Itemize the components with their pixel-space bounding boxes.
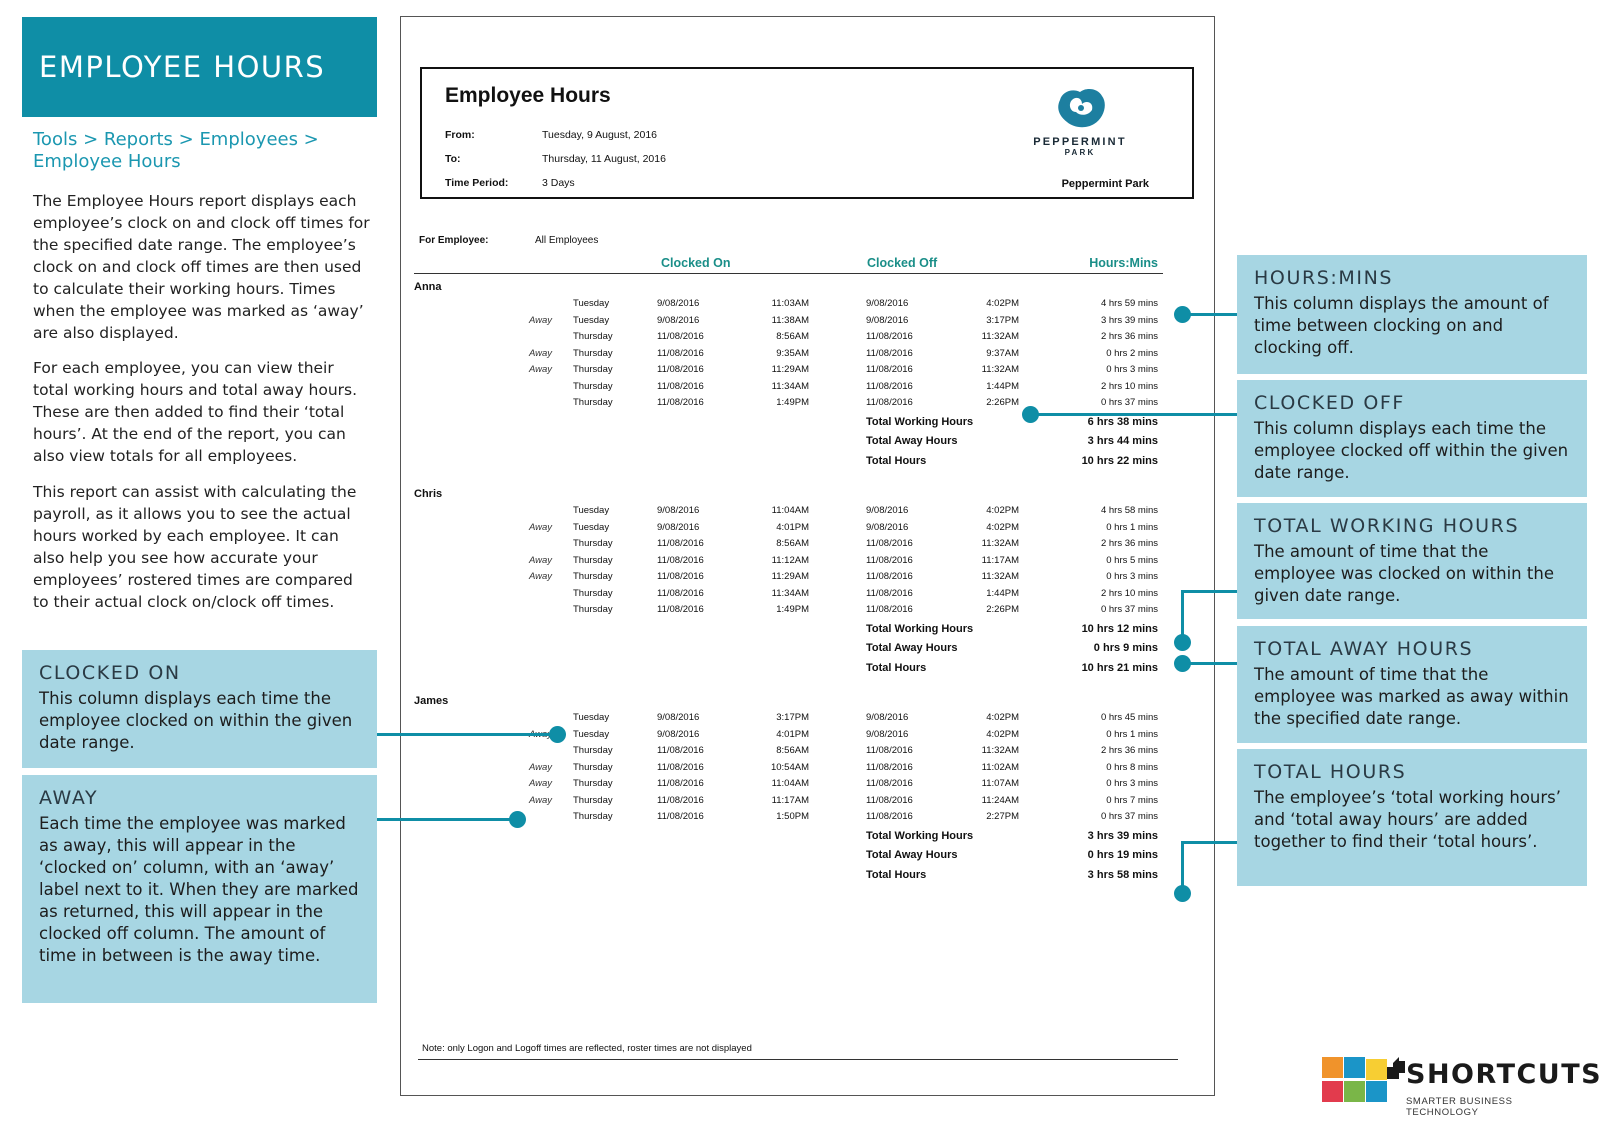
connector-dot-total-hours [1174,885,1191,902]
clocked-off-time: 9:37AM [986,347,1019,359]
peppermint-logo-icon [1050,86,1110,130]
hours-mins-cell: 0 hrs 7 mins [1106,794,1158,806]
report-footnote: Note: only Logon and Logoff times are reflected, roster times are not displayed [422,1043,752,1054]
employee-name: Anna [414,281,442,293]
day-cell: Thursday [573,794,613,806]
hours-mins-cell: 0 hrs 1 mins [1106,728,1158,740]
day-cell: Thursday [573,397,613,408]
clocked-off-date: 11/08/2016 [866,397,913,408]
total-working-hours-label: Total Working Hours [866,622,974,635]
total-working-hours-label: Total Working Hours [866,415,974,428]
hours-mins-cell: 4 hrs 58 mins [1100,505,1158,516]
brand-square [1366,1081,1387,1102]
clocked-on-date: 9/08/2016 [657,521,700,533]
clocked-off-date: 11/08/2016 [866,761,913,773]
column-header-rule [414,273,1163,274]
day-cell: Thursday [573,380,613,392]
clocked-on-date: 11/08/2016 [657,554,704,566]
clocked-off-time: 2:26PM [986,604,1019,615]
report-header-box [420,67,1194,199]
hours-mins-cell: 0 hrs 3 mins [1106,571,1158,582]
clocked-off-date: 11/08/2016 [866,538,913,549]
column-header-hours-mins: Hours:Mins [1089,256,1158,270]
callout-body: This column displays the amount of time between clocking on and clocking off. [1254,294,1549,357]
away-flag: Away [529,794,553,806]
clocked-off-date: 11/08/2016 [866,571,913,582]
clocked-on-time: 1:49PM [776,604,809,615]
clocked-on-time: 8:56AM [776,538,809,549]
clocked-on-time: 9:35AM [776,347,809,359]
clocked-off-date: 11/08/2016 [866,604,913,615]
hours-mins-cell: 2 hrs 36 mins [1100,331,1158,342]
clocked-off-time: 11:02AM [981,761,1019,773]
callout-total-hours [1237,749,1587,886]
clocked-on-date: 9/08/2016 [657,712,700,723]
clocked-on-time: 11:17AM [771,794,809,806]
clocked-off-date: 11/08/2016 [866,364,913,375]
to-label: To: [445,153,461,165]
clocked-off-time: 11:32AM [981,331,1019,342]
logo-subword: PARK [1064,148,1096,157]
report-title: Employee Hours [445,84,611,107]
day-cell: Tuesday [573,521,610,533]
brand-square [1322,1081,1343,1102]
report-page [400,16,1215,1096]
clocked-off-time: 11:32AM [981,745,1019,756]
total-working-hours-label: Total Working Hours [866,829,974,842]
guide-title-banner [22,17,377,117]
clocked-off-date: 11/08/2016 [866,778,913,789]
total-hours-value: 10 hrs 22 mins [1081,454,1158,467]
brand-square [1344,1057,1365,1078]
callout-body: This column displays each time the employee clocked on within the given date range. [39,689,353,752]
employee-name: James [414,695,449,707]
callout-body: The amount of time that the employee was marked as away within the specified date range. [1254,665,1569,728]
clocked-on-time: 4:01PM [776,728,809,740]
clocked-off-date: 11/08/2016 [866,745,913,756]
hours-mins-cell: 2 hrs 10 mins [1100,380,1158,392]
clocked-off-time: 11:24AM [981,794,1019,806]
hours-mins-cell: 0 hrs 2 mins [1106,347,1158,359]
hours-mins-cell: 0 hrs 8 mins [1106,761,1158,773]
shortcuts-logo [1322,1057,1603,1118]
clocked-on-time: 1:49PM [776,397,809,408]
day-cell: Thursday [573,554,613,566]
away-flag: Away [529,521,553,533]
day-cell: Tuesday [573,712,610,723]
clocked-on-date: 11/08/2016 [657,347,704,359]
clocked-off-time: 4:02PM [986,505,1019,516]
total-hours-label: Total Hours [866,454,927,467]
clocked-off-date: 9/08/2016 [866,314,909,326]
connector-clocked-off [1031,413,1237,416]
away-flag: Away [529,571,553,582]
brand-square [1344,1081,1365,1102]
callout-heading: TOTAL WORKING HOURS [1254,515,1520,537]
clocked-off-date: 9/08/2016 [866,521,909,533]
hours-mins-cell: 0 hrs 45 mins [1100,712,1158,723]
clocked-off-time: 11:32AM [981,571,1019,582]
hours-mins-cell: 0 hrs 37 mins [1100,811,1158,822]
clocked-on-date: 11/08/2016 [657,397,704,408]
clocked-off-time: 4:02PM [986,712,1019,723]
connector-dot-clocked-on [549,726,566,743]
callout-heading: HOURS:MINS [1254,267,1394,289]
day-cell: Tuesday [573,728,610,740]
footer-rule [418,1059,1178,1060]
callout-body: Each time the employee was marked as away, this will appear in the ‘clocked on’ column, with an ‘away’ label next to it. When they are marked as returned, this will appear in the clocked off column. The amount of time in between is the away time. [39,814,359,965]
for-employee-label: For Employee: [419,235,489,246]
clocked-off-time: 2:26PM [986,397,1019,408]
clocked-off-date: 11/08/2016 [866,554,913,566]
connector-dot-total-away [1174,655,1191,672]
day-cell: Thursday [573,538,613,549]
hours-mins-cell: 2 hrs 10 mins [1100,587,1158,599]
clocked-on-date: 9/08/2016 [657,298,700,309]
employee-name: Chris [414,488,443,500]
day-cell: Thursday [573,604,613,615]
clocked-on-date: 9/08/2016 [657,505,700,516]
clocked-off-date: 9/08/2016 [866,505,909,516]
day-cell: Thursday [573,811,613,822]
brand-square [1322,1057,1343,1078]
callout-body: The amount of time that the employee was clocked on within the given date range. [1254,542,1554,605]
clocked-on-time: 11:34AM [771,380,809,392]
callout-body: This column displays each time the employee clocked off within the given date range. [1254,419,1569,482]
total-hours-label: Total Hours [866,868,927,881]
for-employee-value: All Employees [535,235,599,246]
clocked-on-time: 11:12AM [771,554,809,566]
clocked-on-time: 4:01PM [776,521,809,533]
clocked-on-date: 11/08/2016 [657,380,704,392]
shortcuts-wordmark: SHORTCUTS [1406,1059,1603,1090]
clocked-on-time: 1:50PM [776,811,809,822]
callout-heading: CLOCKED OFF [1254,392,1405,414]
clocked-on-date: 11/08/2016 [657,587,704,599]
intro-paragraph-2: For each employee, you can view their total working hours and total away hours. These are then added to find their ‘total hours’. At the end of the report, you can also view totals for all employees. [33,359,358,465]
breadcrumb: Tools > Reports > Employees > Employee Hours [33,129,319,172]
company-name: Peppermint Park [1061,178,1149,190]
connector-clocked-on [377,733,558,736]
connector-away [377,818,517,821]
away-flag: Away [529,314,553,326]
shortcuts-arrow-icon [1385,1057,1405,1081]
clocked-on-date: 11/08/2016 [657,604,704,615]
clocked-on-time: 11:04AM [771,778,809,789]
day-cell: Tuesday [573,505,610,516]
clocked-off-time: 11:07AM [981,778,1019,789]
clocked-off-date: 11/08/2016 [866,587,913,599]
column-header-clocked-on: Clocked On [661,256,731,270]
callout-away [22,775,377,1003]
peppermint-park-logo [1025,86,1135,157]
total-away-hours-value: 0 hrs 19 mins [1087,849,1158,861]
clocked-off-time: 4:02PM [986,298,1019,309]
hours-mins-cell: 0 hrs 37 mins [1100,604,1158,615]
hours-mins-cell: 0 hrs 5 mins [1106,554,1158,566]
clocked-on-time: 8:56AM [776,745,809,756]
away-flag: Away [529,554,553,566]
clocked-off-time: 3:17PM [986,314,1019,326]
clocked-on-date: 11/08/2016 [657,571,704,582]
total-away-hours-label: Total Away Hours [866,642,958,654]
callout-total-working-hours [1237,503,1587,619]
total-away-hours-value: 3 hrs 44 mins [1087,435,1158,447]
clocked-on-time: 11:04AM [771,505,809,516]
clocked-on-time: 8:56AM [776,331,809,342]
total-working-hours-value: 10 hrs 12 mins [1081,622,1158,635]
logo-word: PEPPERMINT [1033,136,1127,148]
clocked-off-time: 4:02PM [986,728,1019,740]
clocked-on-date: 11/08/2016 [657,745,704,756]
connector-total-hours-h [1183,841,1237,844]
clocked-on-date: 11/08/2016 [657,761,704,773]
shortcuts-tagline: SMARTER BUSINESS TECHNOLOGY [1406,1096,1513,1118]
guide-title: EMPLOYEE HOURS [39,50,326,84]
clocked-on-time: 3:17PM [776,712,809,723]
away-flag: Away [529,778,553,789]
clocked-on-date: 11/08/2016 [657,794,704,806]
day-cell: Thursday [573,364,613,375]
clocked-on-date: 11/08/2016 [657,778,704,789]
clocked-on-time: 11:34AM [771,587,809,599]
callout-heading: AWAY [39,787,99,809]
clocked-off-time: 4:02PM [986,521,1019,533]
column-header-clocked-off: Clocked Off [867,256,938,270]
clocked-on-date: 11/08/2016 [657,811,704,822]
clocked-off-time: 11:32AM [981,364,1019,375]
time-period-value: 3 Days [542,177,575,189]
clocked-on-time: 11:29AM [771,571,809,582]
callout-heading: TOTAL HOURS [1254,761,1407,783]
clocked-on-time: 10:54AM [770,761,809,773]
connector-dot-hours-mins [1174,306,1191,323]
brand-square [1366,1059,1387,1080]
clocked-on-time: 11:29AM [771,364,809,375]
hours-mins-cell: 2 hrs 36 mins [1100,538,1158,549]
clocked-on-time: 11:03AM [771,298,809,309]
away-flag: Away [529,347,553,359]
clocked-off-time: 11:32AM [981,538,1019,549]
total-hours-value: 10 hrs 21 mins [1081,661,1158,674]
day-cell: Thursday [573,587,613,599]
day-cell: Thursday [573,571,613,582]
callout-hours-mins [1237,255,1587,374]
callout-total-away-hours [1237,626,1587,743]
callout-body: The employee’s ‘total working hours’ and ‘total away hours’ are added together to find their ‘total hours’. [1254,788,1562,851]
clocked-off-date: 11/08/2016 [866,811,913,822]
away-flag: Away [529,761,553,773]
connector-dot-clocked-off [1022,406,1039,423]
clocked-off-time: 1:44PM [986,380,1019,392]
clocked-off-date: 9/08/2016 [866,298,909,309]
hours-mins-cell: 0 hrs 1 mins [1106,521,1158,533]
day-cell: Thursday [573,778,613,789]
clocked-off-time: 2:27PM [986,811,1019,822]
hours-mins-cell: 2 hrs 36 mins [1100,745,1158,756]
hours-mins-cell: 4 hrs 59 mins [1100,298,1158,309]
intro-paragraph-1: The Employee Hours report displays each employee’s clock on and clock off times for the specified date range. The employee’s clock on and clock off times are then used to calculate their working hours. Times when the employee was marked as ‘away’ are also displayed. [33,192,370,342]
clocked-on-date: 11/08/2016 [657,331,704,342]
clocked-off-date: 11/08/2016 [866,380,913,392]
time-period-label: Time Period: [445,177,509,189]
hours-mins-cell: 0 hrs 3 mins [1106,778,1158,789]
day-cell: Thursday [573,347,613,359]
total-working-hours-value: 3 hrs 39 mins [1087,829,1158,842]
total-away-hours-label: Total Away Hours [866,849,958,861]
day-cell: Tuesday [573,298,610,309]
day-cell: Thursday [573,331,613,342]
callout-clocked-on [22,650,377,768]
total-away-hours-label: Total Away Hours [866,435,958,447]
away-flag: Away [529,364,553,375]
clocked-on-date: 9/08/2016 [657,728,700,740]
connector-total-away [1183,662,1237,665]
clocked-off-date: 11/08/2016 [866,331,913,342]
total-hours-value: 3 hrs 58 mins [1087,868,1158,881]
clocked-on-date: 11/08/2016 [657,364,704,375]
clocked-on-date: 9/08/2016 [657,314,700,326]
clocked-off-time: 1:44PM [986,587,1019,599]
day-cell: Thursday [573,761,613,773]
from-value: Tuesday, 9 August, 2016 [542,129,657,141]
connector-hours-mins [1183,313,1237,316]
clocked-off-date: 11/08/2016 [866,347,913,359]
clocked-on-time: 11:38AM [771,314,809,326]
from-label: From: [445,129,475,141]
connector-dot-total-working [1174,634,1191,651]
day-cell: Tuesday [573,314,610,326]
clocked-off-date: 11/08/2016 [866,794,913,806]
hours-mins-cell: 0 hrs 37 mins [1100,397,1158,408]
clocked-off-date: 9/08/2016 [866,728,909,740]
total-away-hours-value: 0 hrs 9 mins [1093,642,1158,654]
total-working-hours-value: 6 hrs 38 mins [1087,415,1158,428]
to-value: Thursday, 11 August, 2016 [542,153,666,165]
total-hours-label: Total Hours [866,661,927,674]
callout-heading: TOTAL AWAY HOURS [1254,638,1474,660]
clocked-off-date: 9/08/2016 [866,712,909,723]
connector-total-working-h [1183,590,1237,593]
callout-clocked-off [1237,380,1587,497]
hours-mins-cell: 3 hrs 39 mins [1100,314,1158,326]
hours-mins-cell: 0 hrs 3 mins [1106,364,1158,375]
clocked-on-date: 11/08/2016 [657,538,704,549]
connector-dot-away [509,811,526,828]
day-cell: Thursday [573,745,613,756]
intro-paragraph-3: This report can assist with calculating the payroll, as it allows you to see the actual hours worked by each employee. It can also help you see how accurate your employees’ rostered times are compared to their actual clock on/clock off times. [33,483,357,611]
callout-heading: CLOCKED ON [39,662,181,684]
clocked-off-time: 11:17AM [981,554,1019,566]
